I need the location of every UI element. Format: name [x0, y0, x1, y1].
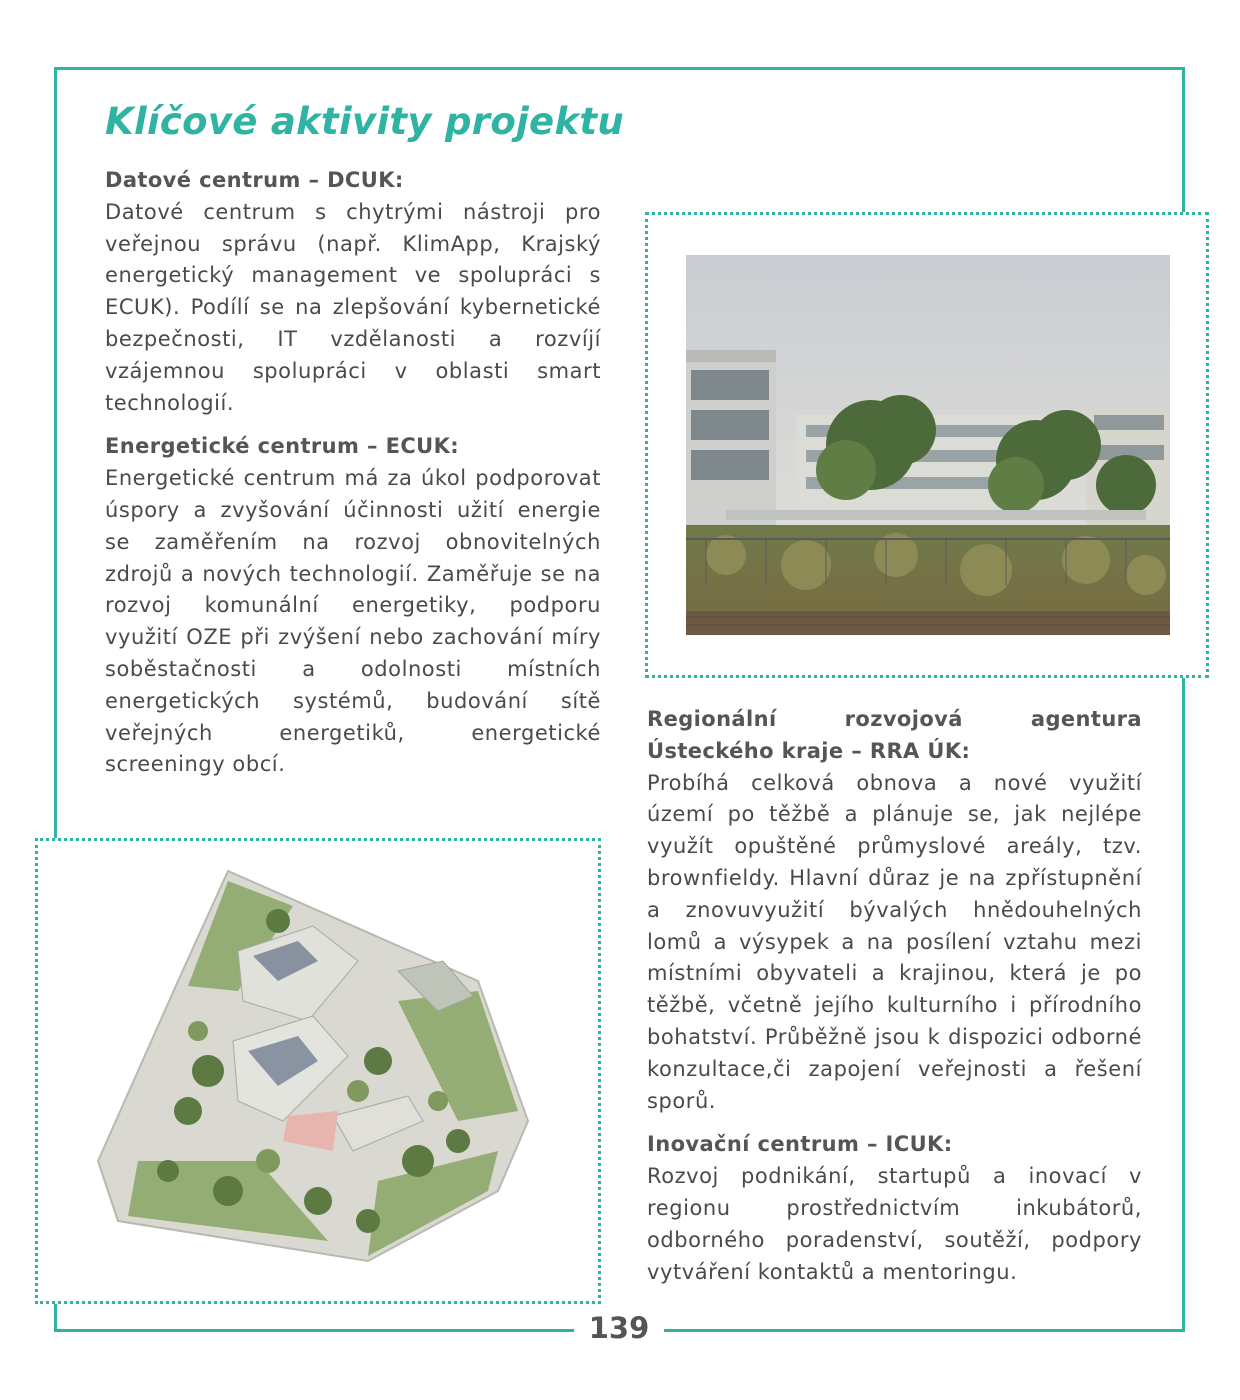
frame-top-border — [54, 67, 1185, 70]
ecuk-text: Energetické centrum má za úkol podporovat úspory a zvyšování účinnosti užití energie se zaměřením na rozvoj obnovitelných zdrojů a nových technologií. Zaměřuje se na rozvoj komunální energetiky, podporu využití OZE při zvýšení nebo zachování míry soběstačnosti a odolnosti místních energetických systémů, budování sítě veřejných energetiků, energetické screeningy obcí. — [105, 466, 601, 777]
frame-bottom-border-right — [664, 1329, 1185, 1332]
left-text-column — [105, 165, 601, 781]
icuk-text: Rozvoj podnikání, startupů a inovací v regionu prostřednictvím inkubátorů, odborného poradenství, soutěží, podpory vytváření kontaktů a mentoringu. — [647, 1164, 1142, 1284]
rra-heading: Regionální rozvojová agentura Ústeckého kraje – RRA ÚK: — [647, 707, 1142, 763]
page-number: 139 — [588, 1311, 650, 1345]
frame-bottom-border-left — [54, 1329, 574, 1332]
frame-left-border — [54, 67, 57, 839]
dcuk-text: Datové centrum s chytrými nástroji pro veřejnou správu (např. KlimApp, Krajský energetický management ve spolupráci s ECUK). Podílí se na zlepšování kybernetické bezpečnosti, IT vzdělanosti a rozvíjí vzájemnou spolupráci v oblasti smart technologií. — [105, 199, 601, 415]
right-text-column — [647, 704, 1142, 1288]
page-title: Klíčové aktivity projektu — [105, 100, 624, 143]
building-rendering-image — [686, 255, 1170, 635]
ecuk-heading: Energetické centrum – ECUK: — [105, 434, 460, 459]
aerial-site-image — [78, 861, 558, 1291]
icuk-heading: Inovační centrum – ICUK: — [647, 1132, 953, 1157]
frame-right-border-lower — [1182, 677, 1185, 1332]
building-rendering-frame — [645, 212, 1209, 678]
frame-right-border — [1182, 67, 1185, 215]
dcuk-heading: Datové centrum – DCUK: — [105, 168, 404, 192]
rra-text: Probíhá celková obnova a nové využití území po těžbě a plánuje se, jak nejlépe využít opuštěné průmyslové areály, tzv. brownfieldy. Hlavní důraz je na zpřístupnění a znovuvyužití bývalých hnědouhelných lomů a výsypek a na posílení vztahu mezi místními obyvateli a krajinou, která je po těžbě, včetně jejího kulturního i přírodního bohatství. Průběžně jsou k dispozici odborné konzultace,či zapojení veřejnosti a řešení sporů. — [647, 770, 1142, 1113]
aerial-site-frame — [35, 838, 601, 1304]
frame-left-border-lower — [54, 1302, 57, 1332]
